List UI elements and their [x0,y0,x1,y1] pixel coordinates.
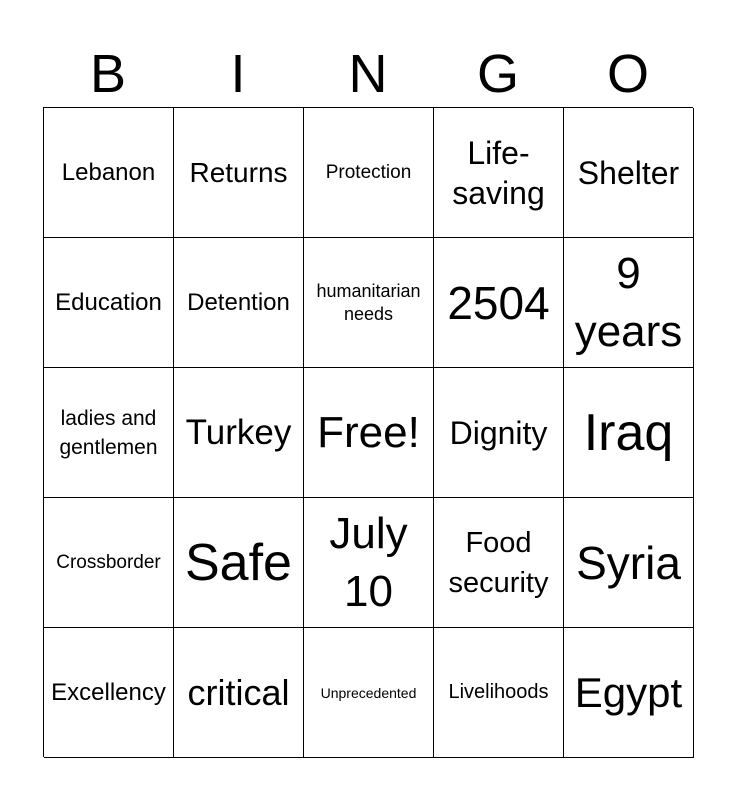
bingo-cell[interactable] [44,368,174,498]
bingo-cell[interactable] [174,108,304,238]
bingo-header [43,40,693,108]
cell-label: Syria [576,536,681,589]
cell-label: ladies and gentlemen [59,406,158,459]
bingo-cell[interactable] [434,368,564,498]
cell-label: 2504 [447,276,550,329]
bingo-cell[interactable] [174,628,304,758]
header-letter-n: N [348,44,388,104]
bingo-cell[interactable] [564,368,694,498]
bingo-cell[interactable] [44,238,174,368]
cell-label: July 10 [329,508,408,616]
bingo-cell[interactable] [304,108,434,238]
bingo-cell[interactable] [434,238,564,368]
cell-label: Turkey [185,412,292,452]
cell-label: Shelter [577,154,680,191]
bingo-cell[interactable] [564,498,694,628]
cell-label: Safe [185,533,292,592]
bingo-cell[interactable] [174,238,304,368]
bingo-cell[interactable] [434,498,564,628]
bingo-cell[interactable] [434,108,564,238]
bingo-cell[interactable] [564,628,694,758]
cell-label: Lebanon [61,159,156,186]
cell-label: Protection [325,162,412,183]
bingo-cell[interactable] [564,238,694,368]
bingo-cell[interactable] [44,628,174,758]
header-letter-g: G [476,44,519,104]
cell-label: Returns [189,157,288,188]
bingo-cell[interactable] [304,628,434,758]
header-letter-i: I [230,44,246,104]
cell-label: Egypt [574,668,683,716]
cell-label: Excellency [51,679,166,706]
cell-label: Crossborder [56,552,161,573]
cell-label: humanitarian needs [316,280,421,324]
bingo-card-grid [43,107,693,757]
header-letter-b: B [89,44,127,104]
bingo-cell[interactable] [174,498,304,628]
bingo-cell[interactable] [564,108,694,238]
free-space-label: Free! [317,407,420,457]
cell-label: Livelihoods [448,681,549,703]
cell-label: Iraq [583,403,674,462]
cell-label: Dignity [449,414,548,451]
free-space-cell[interactable] [304,368,434,498]
header-letter-o: O [606,44,649,104]
bingo-cell[interactable] [44,108,174,238]
bingo-cell[interactable] [304,498,434,628]
cell-label: Life-saving [452,134,545,211]
cell-label: 9 years [574,248,683,356]
cell-label: Education [55,289,162,316]
bingo-cell[interactable] [304,238,434,368]
cell-label: Food security [448,526,549,599]
cell-label: Unprecedented [320,684,417,701]
bingo-cell[interactable] [174,368,304,498]
cell-label: Detention [187,289,290,316]
cell-label: critical [187,671,290,713]
bingo-cell[interactable] [434,628,564,758]
bingo-cell[interactable] [44,498,174,628]
